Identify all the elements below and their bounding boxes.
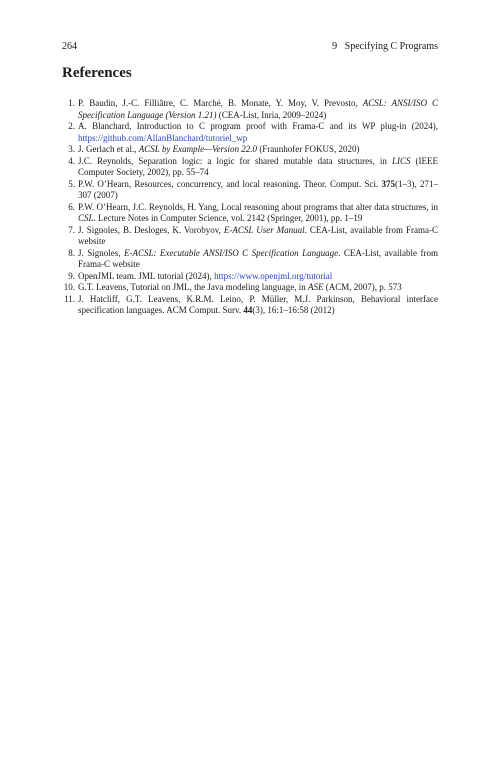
reference-venue: LICS xyxy=(391,155,411,166)
reference-item xyxy=(62,98,438,121)
reference-link[interactable]: https://github.com/AllanBlanchard/tutoriel_wp xyxy=(78,132,248,143)
reference-venue: ASE xyxy=(308,282,324,292)
reference-item xyxy=(62,225,438,248)
reference-item xyxy=(62,156,438,179)
reference-number: 7. xyxy=(68,224,75,235)
page-number: 264 xyxy=(62,41,77,52)
reference-details: (ACM, 2007), p. 573 xyxy=(323,282,402,292)
reference-item xyxy=(62,282,438,294)
reference-link[interactable]: https://www.openjml.org/tutorial xyxy=(214,270,333,281)
reference-list xyxy=(62,98,438,317)
reference-item xyxy=(62,248,438,271)
reference-number: 8. xyxy=(68,247,75,258)
reference-number: 5. xyxy=(68,178,75,189)
reference-number: 1. xyxy=(68,98,75,108)
reference-number: 11. xyxy=(64,293,75,304)
reference-authors: P.W. O’Hearn, J.C. Reynolds, H. Yang, Local reasoning about programs that alter data structures, in xyxy=(78,201,438,212)
reference-title: E-ACSL: Executable ANSI/ISO C Specification Language xyxy=(123,247,339,258)
references-heading: References xyxy=(62,65,132,81)
reference-details: (1–3), 271–307 (2007) xyxy=(78,178,438,200)
reference-venue: CSL xyxy=(78,213,94,223)
chapter-title: 9 Specifying C Programs xyxy=(332,41,438,52)
reference-text: P.W. O’Hearn, Resources, concurrency, and local reasoning. Theor. Comput. Sci. xyxy=(78,178,382,189)
reference-text: A. Blanchard, Introduction to C program proof with Frama-C and its WP plug-in (2024), xyxy=(78,121,438,131)
reference-title: ACSL: ANSI/ISO C Specification Language (Version 1.21) xyxy=(78,98,438,120)
reference-item xyxy=(62,144,438,156)
reference-number: 4. xyxy=(68,155,75,166)
reference-details: (3), 16:1–16:58 (2012) xyxy=(252,305,335,315)
reference-authors: J. Signoles, xyxy=(78,247,124,258)
reference-number: 9. xyxy=(68,270,75,281)
reference-item xyxy=(62,294,438,317)
reference-volume: 44 xyxy=(243,305,253,315)
reference-details: (CEA-List, Inria, 2009–2024) xyxy=(216,109,327,120)
reference-item xyxy=(62,179,438,202)
reference-authors: G.T. Leavens, Tutorial on JML, the Java modeling language, in xyxy=(78,282,309,292)
reference-title: ACSL by Example—Version 22.0 xyxy=(138,144,258,154)
reference-number: 2. xyxy=(68,121,75,131)
reference-title: E-ACSL User Manual xyxy=(223,224,305,235)
reference-item xyxy=(62,202,438,225)
reference-item xyxy=(62,271,438,283)
reference-authors: J. Gerlach et al., xyxy=(78,144,139,154)
reference-details: . Lecture Notes in Computer Science, vol. 2142 (Springer, 2001), pp. 1–19 xyxy=(93,213,363,223)
reference-volume: 375 xyxy=(381,178,395,189)
reference-authors: J.C. Reynolds, Separation logic: a logic for shared mutable data structures, in xyxy=(78,155,392,166)
reference-details: (Fraunhofer FOKUS, 2020) xyxy=(257,144,360,154)
reference-details: . CEA-List, available from Frama-C website xyxy=(78,224,439,246)
reference-authors: J. Signoles, B. Desloges, K. Vorobyov, xyxy=(78,224,224,235)
reference-number: 6. xyxy=(68,201,75,212)
reference-details: . CEA-List, available from Frama-C website xyxy=(78,247,438,269)
reference-number: 10. xyxy=(63,282,75,292)
reference-authors: P. Baudin, J.-C. Filliâtre, C. Marché, B. Monate, Y. Moy, V. Prevosto, xyxy=(78,98,363,108)
reference-text: J. Hatcliff, G.T. Leavens, K.R.M. Leino, P. Müller, M.J. Parkinson, Behavioral interface specification languages. ACM Comput. Surv. xyxy=(78,293,438,315)
reference-number: 3. xyxy=(68,144,75,154)
reference-text: OpenJML team. JML tutorial (2024), xyxy=(78,270,215,281)
reference-item xyxy=(62,121,438,144)
reference-details: (IEEE Computer Society, 2002), pp. 55–74 xyxy=(78,155,438,177)
